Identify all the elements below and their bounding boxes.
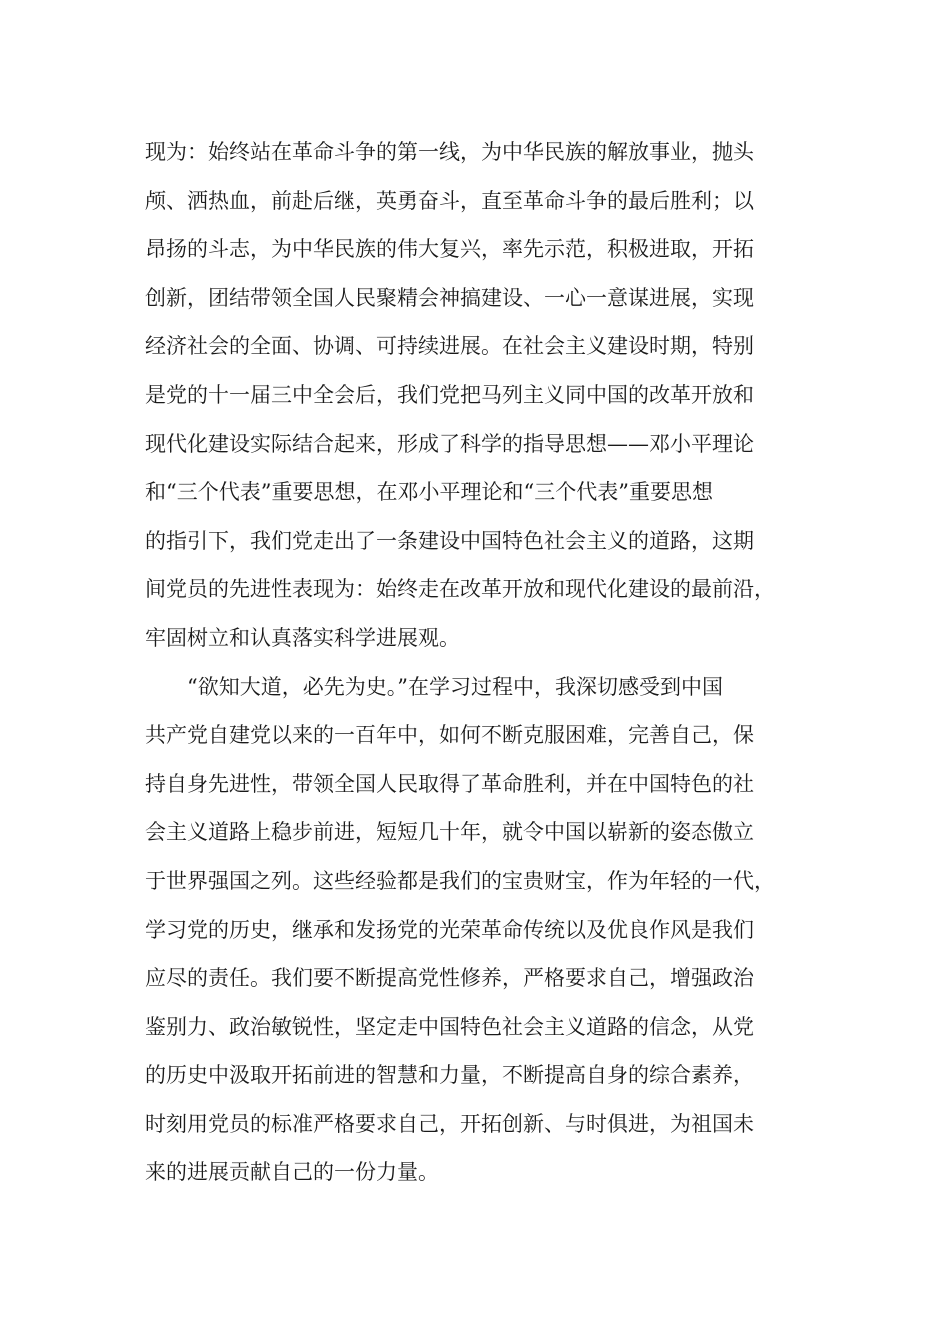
text-line: 和“三个代表”重要思想，在邓小平理论和“三个代表”重要思想 — [145, 480, 713, 505]
text-line: 时刻用党员的标准严格要求自己，开拓创新、与时俱进，为祖国未 — [145, 1111, 754, 1136]
text-line: 共产党自建党以来的一百年中，如何不断克服困难，完善自己，保 — [145, 723, 754, 748]
text-line: 的指引下，我们党走出了一条建设中国特色社会主义的道路，这期 — [145, 528, 754, 553]
text-line: 现为：始终站在革命斗争的第一线，为中华民族的解放事业，抛头 — [145, 140, 754, 164]
text-line: 学习党的历史，继承和发扬党的光荣革命传统以及优良作风是我们 — [145, 917, 754, 942]
text-line: 应尽的责任。我们要不断提高党性修养，严格要求自己，增强政治 — [145, 966, 754, 991]
text-line: 的历史中汲取开拓前进的智慧和力量，不断提高自身的综合素养， — [145, 1063, 754, 1088]
text-line: 现代化建设实际结合起来，形成了科学的指导思想——邓小平理论 — [145, 431, 754, 456]
text-line: 经济社会的全面、协调、可持续进展。在社会主义建设时期，特别 — [145, 334, 754, 359]
text-line: 昂扬的斗志，为中华民族的伟大复兴，率先示范，积极进取，开拓 — [145, 237, 754, 262]
document-body — [145, 128, 825, 1197]
text-line: 是党的十一届三中全会后，我们党把马列主义同中国的改革开放和 — [145, 382, 754, 407]
text-line: 鉴别力、政治敏锐性，坚定走中国特色社会主义道路的信念，从党 — [145, 1014, 754, 1039]
text-line: 间党员的先进性表现为：始终走在改革开放和现代化建设的最前沿， — [145, 577, 775, 602]
text-line: 于世界强国之列。这些经验都是我们的宝贵财宝，作为年轻的一代， — [145, 868, 775, 893]
text-line: 牢固树立和认真落实科学进展观。 — [145, 625, 460, 650]
text-line-indented: “欲知大道，必先为史。”在学习过程中，我深切感受到中国 — [187, 674, 723, 699]
text-line: 持自身先进性，带领全国人民取得了革命胜利，并在中国特色的社 — [145, 771, 754, 796]
paragraph-1 — [145, 128, 825, 663]
text-line: 颅、洒热血，前赴后继，英勇奋斗，直至革命斗争的最后胜利；以 — [145, 188, 754, 213]
paragraph-2 — [145, 663, 825, 1198]
text-line: 会主义道路上稳步前进，短短几十年，就令中国以崭新的姿态傲立 — [145, 820, 754, 845]
text-line: 创新，团结带领全国人民聚精会神搞建设、一心一意谋进展，实现 — [145, 285, 754, 310]
text-line: 来的进展贡献自己的一份力量。 — [145, 1160, 439, 1185]
